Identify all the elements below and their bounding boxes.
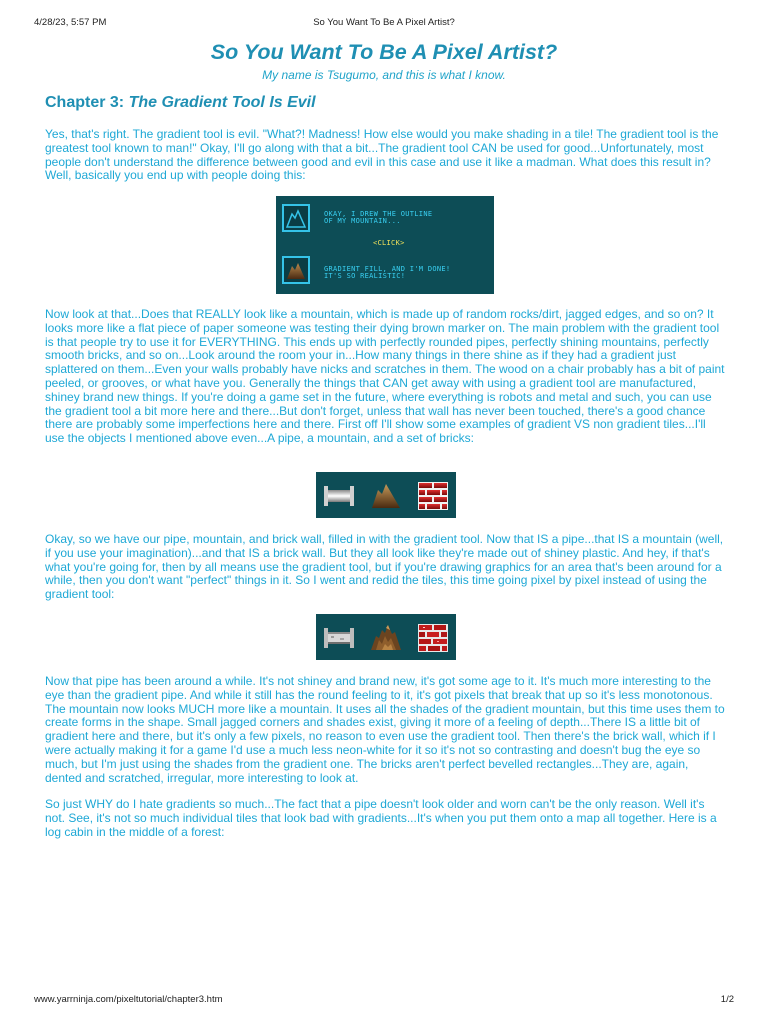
paragraph-2: Now look at that...Does that REALLY look like a mountain, which is made up of random rocks/dirt, jagged edges, and so on? It looks more like a flat piece of paper someone was testing their dying brown marker on. The main problem with the gradient tool is that people try to use it for EVERYTHING. This ends up with perfectly rounded pipes, perfectly shining mountains, perfectly smooth bricks, and so on...Look around the room your in...How many things in there shine as if they had a gradient just splattered on them...Even your walls probably have nicks and scratches in them. The wood on a chair probably has a bit of paint peeled, or grooves, or what have you. Generally the things that CAN get away with using a gradient tool are manufactured, shiney brand new things. If you're doing a game set in the future, where everything is robots and metal and such, you can use the gradient tool a bit more here and there...But don't forget, unless that wall has never been touched, there's a good chance there are probably some imperfections here and there. First off I'll show some examples of gradient VS non gradient tiles...I'll use the objects I mentioned above even...A pipe, a mountain, and a set of bricks: [45,307,725,446]
chapter-label: Chapter 3: [45,94,125,111]
figure-caption-1b: OF MY MOUNTAIN... [324,217,401,225]
pixel-tiles-image [316,614,456,660]
mountain-gradient-icon-2 [372,484,400,508]
figure-caption-2b: IT'S SO REALISTIC! [324,272,406,280]
pipe-pixel-icon [324,628,354,648]
page-title: So You Want To Be A Pixel Artist? [210,40,558,64]
gradient-tiles-image [316,472,456,518]
mountain-pixel-icon [371,625,401,650]
mountain-gradient-icon [284,258,308,282]
print-url: www.yarrninja.com/pixeltutorial/chapter3.htm [34,994,223,1005]
figure-caption-2a: GRADIENT FILL, AND I'M DONE! [324,265,451,273]
figure-caption-1a: OKAY, I DREW THE OUTLINE [324,210,433,218]
chapter-heading [45,94,316,112]
mountain-outline-tile [282,204,310,232]
print-date: 4/28/23, 5:57 PM [34,17,107,28]
brick-pixel-icon [418,624,448,652]
chapter-title: The Gradient Tool Is Evil [128,94,316,111]
paragraph-3: Okay, so we have our pipe, mountain, and brick wall, filled in with the gradient tool. Now that IS a pipe...that IS a mountain (well, if you use your imagination)...and that IS a brick wall. But they all look like they're made out of shiney plastic. And hey, if that's what you're going for, then by all means use the gradient tool, but if you're drawing graphics for an area that's been around for a while, then you don't want "perfect" things in it. So I went and redid the tiles, this time going pixel by pixel instead of using the gradient tool: [45,532,724,602]
print-page-number: 1/2 [720,994,734,1005]
mountain-outline-icon [284,206,308,230]
gradient-demo-image [276,196,494,294]
paragraph-1: Yes, that's right. The gradient tool is evil. "What?! Madness! How else would you make shading in a tile! The gradient tool is the greatest tool known to man!" Okay, I'll go along with that a bit...The gradient tool CAN be used for good...Unfortunately, most people don't understand the difference between good and evil in this case and use it like a madman. What does this result in? Well, basically you end up with people doing this: [45,127,719,183]
print-header [34,17,734,29]
paragraph-5: So just WHY do I hate gradients so much...The fact that a pipe doesn't look older and worn can't be the only reason. Well it's not. See, it's not so much individual tiles that look bad with gradients...It's when you put them onto a map all together. Here is a log cabin in the middle of a forest: [45,797,717,839]
mountain-gradient-tile [282,256,310,284]
pipe-gradient-icon [324,486,354,506]
brick-gradient-icon [418,482,448,510]
print-page-title: So You Want To Be A Pixel Artist? [313,17,455,28]
page-subtitle: My name is Tsugumo, and this is what I know. [262,68,506,82]
paragraph-4: Now that pipe has been around a while. It's not shiney and brand new, it's got some age to it. It's much more interesting to the eye than the gradient pipe. And while it still has the round feeling to it, it's got pixels that break that up so it's less monotonous. The mountain now looks MUCH more like a mountain. It uses all the shades of the gradient mountain, but this time uses them to create forms in the shape. Small jagged corners and shades exist, giving it more of a feeling of depth...There IS a little bit of gradient here and there, but it's only a few pixels, no reason to even use the gradient tool. Then there's the brick wall, which if I were actually making it for a game I'd use a much less neon-white for it so it's not so contrasting and doesn't bug the eye so much, but I'm just using the shades from the gradient one. The bricks aren't perfect bevelled rectangles...They are, again, dented and scratched, irregular, more interesting to look at. [45,674,725,785]
figure-click-label: <CLICK> [373,239,405,247]
